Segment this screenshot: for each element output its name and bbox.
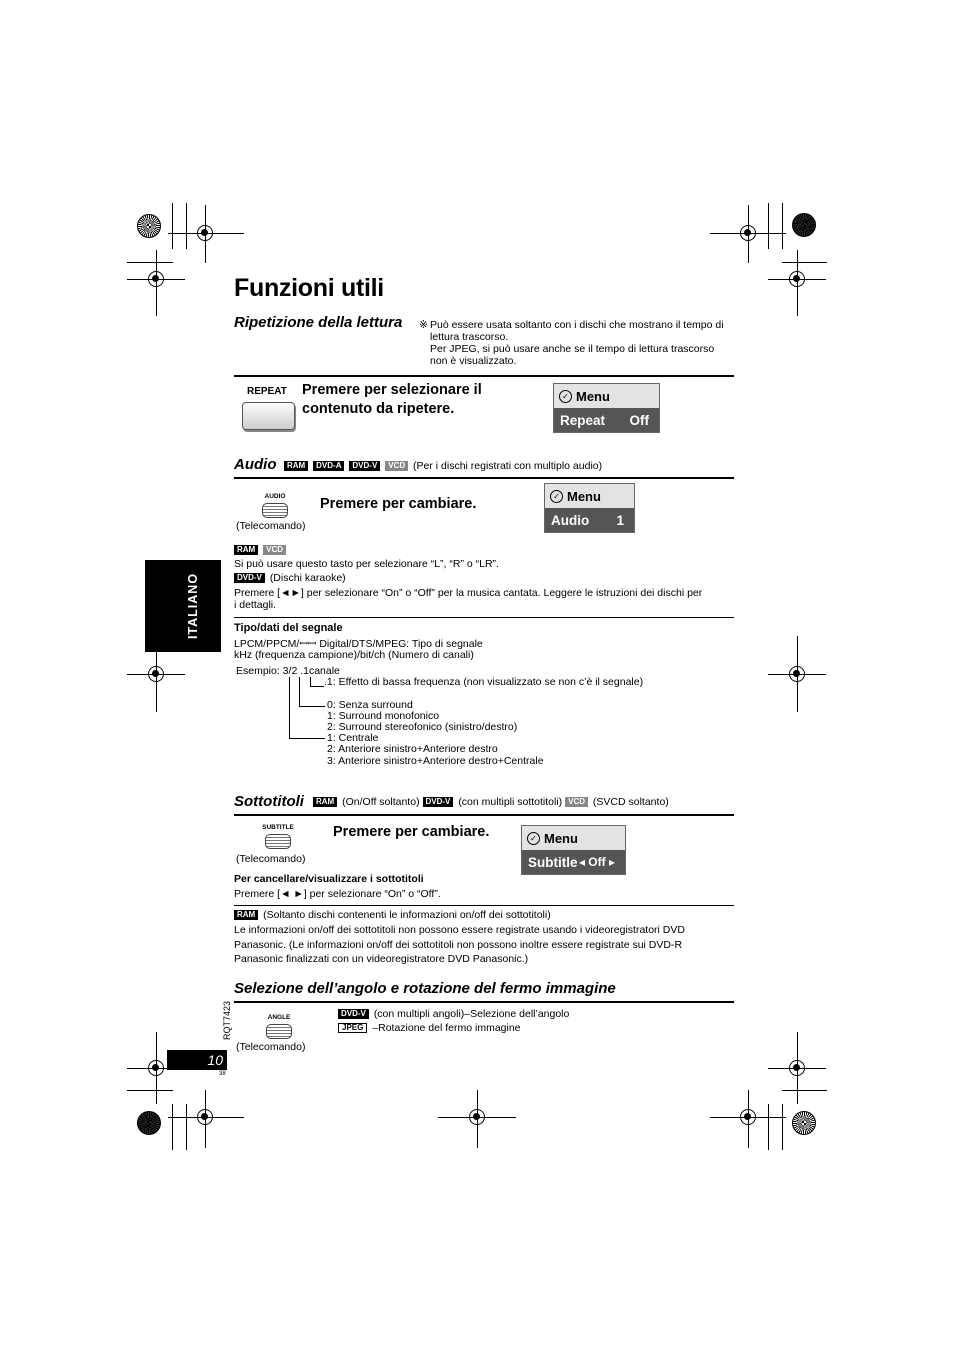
subtitle-tag1-note: (On/Off soltanto) <box>342 796 420 808</box>
subtitle-button[interactable] <box>265 834 291 849</box>
section-rule <box>234 1001 734 1003</box>
tag-jpeg: JPEG <box>338 1023 367 1033</box>
page-number: 10 <box>167 1050 227 1070</box>
menu-icon: ✓ <box>527 832 540 845</box>
repeat-button-label: REPEAT <box>247 386 287 397</box>
audio-karaoke <box>234 572 346 585</box>
menu-icon: ✓ <box>550 490 563 503</box>
tag-dvd-v: DVD-V <box>423 797 454 807</box>
page-title: Funzioni utili <box>234 274 384 302</box>
tag-ram: RAM <box>284 461 308 471</box>
section-rule <box>234 814 734 816</box>
subtitle-remote-caption: (Telecomando) <box>236 853 306 865</box>
audio-text-3c: i dettagli. <box>234 599 277 611</box>
osd-menu-label: Menu <box>576 388 610 404</box>
repeat-instruction-line2: contenuto da ripetere. <box>302 401 455 417</box>
subtitle-para-3: Panasonic finalizzati con un videoregistratore DVD Panasonic.) <box>234 953 529 965</box>
subtitle-cancel-text: Premere [◄ ►] per selezionare “On” o “Off”. <box>234 888 441 900</box>
repeat-button[interactable] <box>242 402 295 430</box>
audio-remote-caption: (Telecomando) <box>236 520 306 532</box>
audio-button[interactable] <box>262 503 288 518</box>
example-label: Esempio: 3/2 .1canale <box>236 665 340 677</box>
tag-ram: RAM <box>234 910 258 920</box>
tag-dvd-v: DVD-V <box>234 573 265 583</box>
osd-item: Repeat <box>560 412 606 428</box>
osd-item: Audio <box>551 512 590 528</box>
subtitle-ram-note <box>234 909 551 922</box>
signal-line-1: LPCM/PPCM/ꟷꟷ Digital/DTS/MPEG: Tipo di segnale <box>234 638 483 650</box>
audio-text-3a: Premere [ <box>234 587 281 599</box>
audio-tag-note: (Per i dischi registrati con multiplo audio) <box>413 460 603 472</box>
menu-icon: ✓ <box>559 390 572 403</box>
angle-button-label: ANGLE <box>267 1014 291 1021</box>
subtitle-osd <box>521 825 626 875</box>
page-small-number: 38 <box>219 1071 226 1077</box>
example-lfe: .1: Effetto di bassa frequenza (non visualizzato se non c’è il segnale) <box>324 676 644 688</box>
section-rule <box>234 477 734 479</box>
tag-vcd: VCD <box>263 545 286 555</box>
example-rear-0: 0: Senza surround <box>327 699 413 711</box>
section-rule <box>234 617 734 618</box>
angle-line-1-text: (con multipli angoli)–Selezione dell’angolo <box>373 1008 570 1020</box>
audio-tags <box>284 460 602 473</box>
repeat-heading: Ripetizione della lettura <box>234 314 403 331</box>
audio-tags-2 <box>234 544 288 557</box>
subtitle-tags <box>313 796 669 809</box>
subtitle-instruction: Premere per cambiare. <box>333 824 490 840</box>
tag-vcd: VCD <box>385 461 408 471</box>
audio-button-label: AUDIO <box>264 493 286 500</box>
tag-dvd-v: DVD-V <box>349 461 380 471</box>
repeat-note-mark: ※ <box>419 319 428 331</box>
audio-osd <box>544 483 635 533</box>
tag-ram: RAM <box>313 797 337 807</box>
repeat-note-2: Per JPEG, si può usare anche se il tempo di lettura trascorso non è visualizzato. <box>430 343 715 367</box>
repeat-instruction-line1: Premere per selezionare il <box>302 382 482 398</box>
repeat-osd <box>553 383 660 433</box>
osd-value: Off <box>629 412 649 428</box>
signal-title: Tipo/dati del segnale <box>234 622 343 634</box>
osd-value: 1 <box>616 512 624 528</box>
subtitle-heading: Sottotitoli <box>234 793 304 810</box>
example-front-1: 2: Anteriore sinistro+Anteriore destro <box>327 743 498 755</box>
audio-text-3 <box>234 587 734 599</box>
tag-vcd: VCD <box>565 797 588 807</box>
osd-value: ◂ Off ▸ <box>578 855 615 869</box>
signal-line-2: kHz (frequenza campione)/bit/ch (Numero di canali) <box>234 649 474 661</box>
example-rear-1: 1: Surround monofonico <box>327 710 440 722</box>
language-side-tab <box>145 560 221 652</box>
language-label: ITALIANO <box>186 572 200 640</box>
model-code: RQT7423 <box>222 1000 232 1040</box>
angle-remote-caption: (Telecomando) <box>236 1041 306 1053</box>
repeat-note-1: Può essere usata soltanto con i dischi che mostrano il tempo di lettura trascorso. <box>430 319 724 343</box>
angle-button[interactable] <box>266 1024 292 1039</box>
arrow-left-right-icon: ◄► <box>280 587 301 599</box>
osd-menu-label: Menu <box>544 830 578 846</box>
angle-line-2-text: –Rotazione del fermo immagine <box>372 1022 521 1034</box>
subtitle-tag2-note: (con multipli sottotitoli) <box>458 796 563 808</box>
example-front-0: 1: Centrale <box>327 732 379 744</box>
tag-dvd-v: DVD-V <box>338 1009 369 1019</box>
angle-line-2 <box>338 1022 521 1035</box>
audio-text-3b: ] per selezionare “On” o “Off” per la musica cantata. Leggere le istruzioni dei dischi per <box>300 587 703 599</box>
audio-text-1: Si può usare questo tasto per selezionare “L”, “R” o “LR”. <box>234 558 499 570</box>
subtitle-para-1: Le informazioni on/off dei sottotitoli non possono essere registrate usando i videoregistratori DVD <box>234 924 685 936</box>
section-rule <box>234 375 734 377</box>
audio-instruction: Premere per cambiare. <box>320 496 477 512</box>
subtitle-ram-note-text: (Soltanto dischi contenenti le informazioni on/off dei sottotitoli) <box>263 909 551 921</box>
tag-ram: RAM <box>234 545 258 555</box>
angle-line-1 <box>338 1008 569 1021</box>
subtitle-button-label: SUBTITLE <box>262 824 294 831</box>
subtitle-cancel-title: Per cancellare/visualizzare i sottotitoli <box>234 873 424 885</box>
osd-menu-label: Menu <box>567 488 601 504</box>
section-rule <box>234 905 734 906</box>
example-rear-2: 2: Surround stereofonico (sinistro/destro) <box>327 721 518 733</box>
tag-dvd-a: DVD-A <box>313 461 344 471</box>
angle-heading: Selezione dell’angolo e rotazione del fermo immagine <box>234 980 616 997</box>
subtitle-para-2: Panasonic. (Le informazioni on/off dei sottotitoli non possono inoltre essere registrate sui DVD-R <box>234 939 683 951</box>
repeat-instruction <box>302 381 482 419</box>
subtitle-tag3-note: (SVCD soltanto) <box>592 796 669 808</box>
audio-text-2: (Dischi karaoke) <box>269 572 346 584</box>
audio-heading: Audio <box>234 456 277 473</box>
example-front-2: 3: Anteriore sinistro+Anteriore destro+Centrale <box>327 755 544 767</box>
osd-item: Subtitle <box>528 854 578 870</box>
